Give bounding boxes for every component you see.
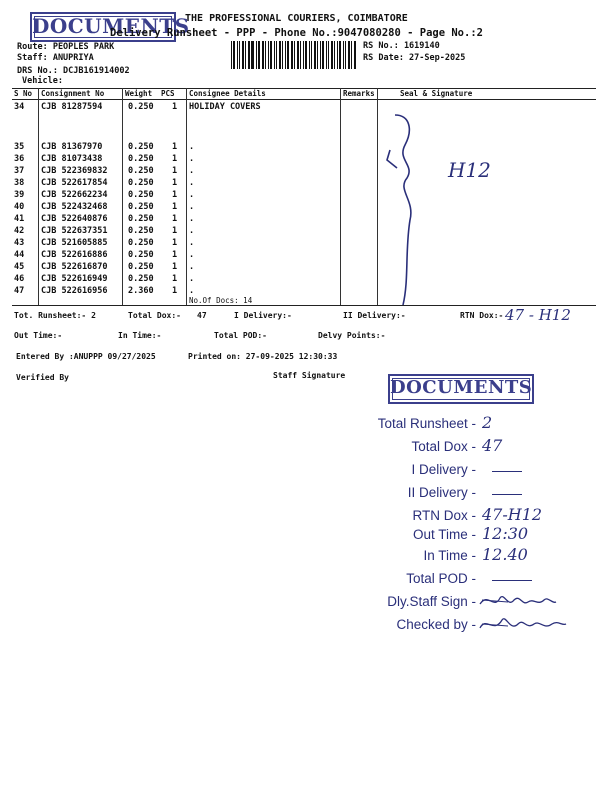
barcode-bar <box>251 41 254 69</box>
barcode-bar <box>337 41 338 69</box>
barcode-bar <box>245 41 246 69</box>
cell-weight: 0.250 <box>128 238 154 248</box>
cell-weight: 0.250 <box>128 102 154 112</box>
barcode-bar <box>276 41 277 69</box>
cell-consignment: CJB 522369832 <box>41 166 108 176</box>
col-seal: Seal & Signature <box>400 89 473 98</box>
barcode-bar <box>311 41 312 69</box>
barcode <box>231 41 359 69</box>
stamp-field-label: Out Time - <box>412 527 476 542</box>
cell-consignee: HOLIDAY COVERS <box>189 102 261 112</box>
col-divider <box>122 88 123 306</box>
cell-consignee: . <box>189 178 195 188</box>
staff-signature: Staff Signature <box>273 371 346 380</box>
col-weight: Weight <box>125 89 153 98</box>
cell-sno: 34 <box>14 102 25 112</box>
stamp-field-label: II Delivery - <box>407 485 476 500</box>
barcode-bar <box>231 41 232 69</box>
cell-sno: 44 <box>14 250 25 260</box>
barcode-bar <box>300 41 301 69</box>
in-time: In Time:- <box>118 331 162 340</box>
barcode-bar <box>343 41 344 69</box>
barcode-bar <box>242 41 244 69</box>
printed-on: Printed on: 27-09-2025 12:30:33 <box>188 352 338 361</box>
cell-pcs: 1 <box>172 190 178 200</box>
stamp-field-label: Dly.Staff Sign - <box>387 594 476 609</box>
rs-number: RS No.: 1619140 <box>363 41 440 51</box>
cell-weight: 0.250 <box>128 226 154 236</box>
cell-consignment: CJB 522640876 <box>41 214 108 224</box>
cell-pcs: 1 <box>172 166 178 176</box>
cell-consignment: CJB 521605885 <box>41 238 108 248</box>
stamp-text: DOCUMENTS <box>32 14 190 38</box>
stamp-field-value: 47-H12 <box>482 505 543 524</box>
total-dox: Total Dox:- <box>128 311 181 320</box>
cell-consignment: CJB 81073438 <box>41 154 103 164</box>
stamp-field-dash <box>492 580 532 581</box>
barcode-bar <box>351 41 352 69</box>
rtn-dox-handwritten: 47 - H12 <box>505 306 571 324</box>
cell-consignee: . <box>189 166 195 176</box>
entered-by: Entered By :ANUPPP 09/27/2025 <box>16 352 156 361</box>
rtn-dox: RTN Dox:- <box>460 311 504 320</box>
cell-pcs: 1 <box>172 286 178 296</box>
cell-weight: 0.250 <box>128 166 154 176</box>
handwritten-h12: H12 <box>448 158 491 182</box>
vehicle: Vehicle: <box>22 76 63 86</box>
rs-date: RS Date: 27-Sep-2025 <box>363 53 466 63</box>
cell-sno: 42 <box>14 226 25 236</box>
cell-sno: 45 <box>14 262 25 272</box>
total-pod: Total POD:- <box>214 331 267 340</box>
barcode-bar <box>248 41 250 69</box>
barcode-bar <box>279 41 281 69</box>
barcode-bar <box>274 41 275 69</box>
company-name: THE PROFESSIONAL COURIERS, COIMBATORE <box>185 13 408 24</box>
col-divider <box>340 88 341 306</box>
cell-pcs: 1 <box>172 238 178 248</box>
cell-weight: 0.250 <box>128 178 154 188</box>
stamp-field-dash <box>492 494 522 495</box>
barcode-bar <box>309 41 310 69</box>
verified-by: Verified By <box>16 373 69 382</box>
stamp-field-value: 12.40 <box>482 545 528 564</box>
barcode-bar <box>331 41 333 69</box>
cell-consignee: . <box>189 214 195 224</box>
cell-consignment: CJB 522432468 <box>41 202 108 212</box>
stamp-field-label: Total Runsheet - <box>377 416 476 431</box>
stamp-field-label: Total Dox - <box>411 439 476 454</box>
cell-consignment: CJB 522662234 <box>41 190 108 200</box>
cell-consignee: . <box>189 142 195 152</box>
stamp-field-label: In Time - <box>423 548 476 563</box>
cell-pcs: 1 <box>172 102 178 112</box>
col-consignee: Consignee Details <box>189 89 266 98</box>
barcode-bar <box>297 41 299 69</box>
cell-sno: 40 <box>14 202 25 212</box>
delvy-points: Delvy Points:- <box>318 331 386 340</box>
stamp-field-label: RTN Dox - <box>412 508 476 523</box>
stamp-field-value: 12:30 <box>482 524 529 543</box>
stamp-text: DOCUMENTS <box>390 377 533 398</box>
out-time: Out Time:- <box>14 331 63 340</box>
handwritten-bracket <box>385 110 455 310</box>
cell-weight: 0.250 <box>128 214 154 224</box>
barcode-bar <box>322 41 324 69</box>
barcode-bar <box>237 41 238 69</box>
cell-weight: 0.250 <box>128 202 154 212</box>
barcode-bar <box>268 41 269 69</box>
cell-sno: 38 <box>14 178 25 188</box>
cell-pcs: 1 <box>172 262 178 272</box>
cell-weight: 0.250 <box>128 274 154 284</box>
cell-sno: 46 <box>14 274 25 284</box>
barcode-bar <box>326 41 327 69</box>
cell-pcs: 1 <box>172 178 178 188</box>
i-delivery: I Delivery:- <box>234 311 292 320</box>
cell-consignment: CJB 522637351 <box>41 226 108 236</box>
cell-sno: 41 <box>14 214 25 224</box>
stamp-field-value: 47 <box>482 436 503 455</box>
stamp-field-label: I Delivery - <box>411 462 476 477</box>
barcode-bar <box>291 41 293 69</box>
cell-consignee: . <box>189 286 195 296</box>
cell-consignment: CJB 522616870 <box>41 262 108 272</box>
cell-consignee: . <box>189 202 195 212</box>
cell-weight: 0.250 <box>128 154 154 164</box>
barcode-bar <box>262 41 264 69</box>
staff-signature-scribble <box>478 590 558 612</box>
barcode-bar <box>287 41 289 69</box>
cell-consignee: . <box>189 190 195 200</box>
cell-consignment: CJB 522616886 <box>41 250 108 260</box>
cell-consignee: . <box>189 262 195 272</box>
cell-weight: 0.250 <box>128 250 154 260</box>
barcode-bar <box>320 41 321 69</box>
table-header-rule <box>12 99 596 100</box>
cell-pcs: 1 <box>172 226 178 236</box>
cell-consignment: CJB 81367970 <box>41 142 103 152</box>
barcode-bar <box>339 41 341 69</box>
checked-by-scribble <box>478 612 568 636</box>
barcode-bar <box>294 41 295 69</box>
cell-pcs: 1 <box>172 142 178 152</box>
stamp-field-label: Total POD - <box>406 571 476 586</box>
cell-consignee: . <box>189 154 195 164</box>
barcode-bar <box>348 41 350 69</box>
route: Route: PEOPLES PARK <box>17 42 115 52</box>
barcode-bar <box>282 41 283 69</box>
cell-consignment: CJB 522617854 <box>41 178 108 188</box>
barcode-bar <box>328 41 329 69</box>
barcode-bar <box>285 41 286 69</box>
cell-pcs: 1 <box>172 154 178 164</box>
cell-sno: 47 <box>14 286 25 296</box>
cell-sno: 35 <box>14 142 25 152</box>
col-consignment: Consignment No <box>41 89 105 98</box>
cell-sno: 37 <box>14 166 25 176</box>
barcode-bar <box>345 41 346 69</box>
cell-sno: 36 <box>14 154 25 164</box>
cell-consignee: . <box>189 226 195 236</box>
col-divider <box>186 88 187 306</box>
stamp-field-value: 2 <box>482 413 493 432</box>
col-sno: S No <box>14 89 33 98</box>
col-remarks: Remarks <box>343 89 375 98</box>
barcode-bar <box>314 41 316 69</box>
col-divider <box>377 88 378 306</box>
barcode-bar <box>256 41 257 69</box>
barcode-bar <box>303 41 304 69</box>
cell-weight: 2.360 <box>128 286 154 296</box>
cell-pcs: 1 <box>172 250 178 260</box>
barcode-bar <box>305 41 307 69</box>
no-of-docs: No.Of Docs: 14 <box>189 296 253 305</box>
cell-consignment: CJB 81287594 <box>41 102 103 112</box>
cell-sno: 43 <box>14 238 25 248</box>
stamp-field-dash <box>492 471 522 472</box>
cell-consignee: . <box>189 238 195 248</box>
cell-consignment: CJB 522616949 <box>41 274 108 284</box>
cell-pcs: 1 <box>172 274 178 284</box>
stamp-field-label: Checked by - <box>396 617 476 632</box>
cell-consignment: CJB 522616956 <box>41 286 108 296</box>
barcode-bar <box>258 41 260 69</box>
cell-pcs: 1 <box>172 214 178 224</box>
cell-sno: 39 <box>14 190 25 200</box>
barcode-bar <box>270 41 272 69</box>
staff: Staff: ANUPRIYA <box>17 53 94 63</box>
cell-weight: 0.250 <box>128 142 154 152</box>
barcode-bar <box>354 41 356 69</box>
barcode-bar <box>265 41 266 69</box>
total-dox-value: 47 <box>197 311 207 320</box>
cell-pcs: 1 <box>172 202 178 212</box>
runsheet-title: Delivery Runsheet - PPP - Phone No.:9047080280 - Page No.:2 <box>110 27 483 39</box>
barcode-bar <box>334 41 335 69</box>
documents-stamp-2 <box>388 374 534 404</box>
cell-consignee: . <box>189 274 195 284</box>
barcode-bar <box>239 41 240 69</box>
col-pcs: PCS <box>161 89 175 98</box>
ii-delivery: II Delivery:- <box>343 311 406 320</box>
barcode-bar <box>317 41 318 69</box>
tot-runsheet: Tot. Runsheet:- 2 <box>14 311 96 320</box>
drs-number: DRS No.: DCJB161914002 <box>17 66 130 76</box>
col-divider <box>38 88 39 306</box>
cell-consignee: . <box>189 250 195 260</box>
cell-weight: 0.250 <box>128 190 154 200</box>
cell-weight: 0.250 <box>128 262 154 272</box>
barcode-bar <box>233 41 235 69</box>
